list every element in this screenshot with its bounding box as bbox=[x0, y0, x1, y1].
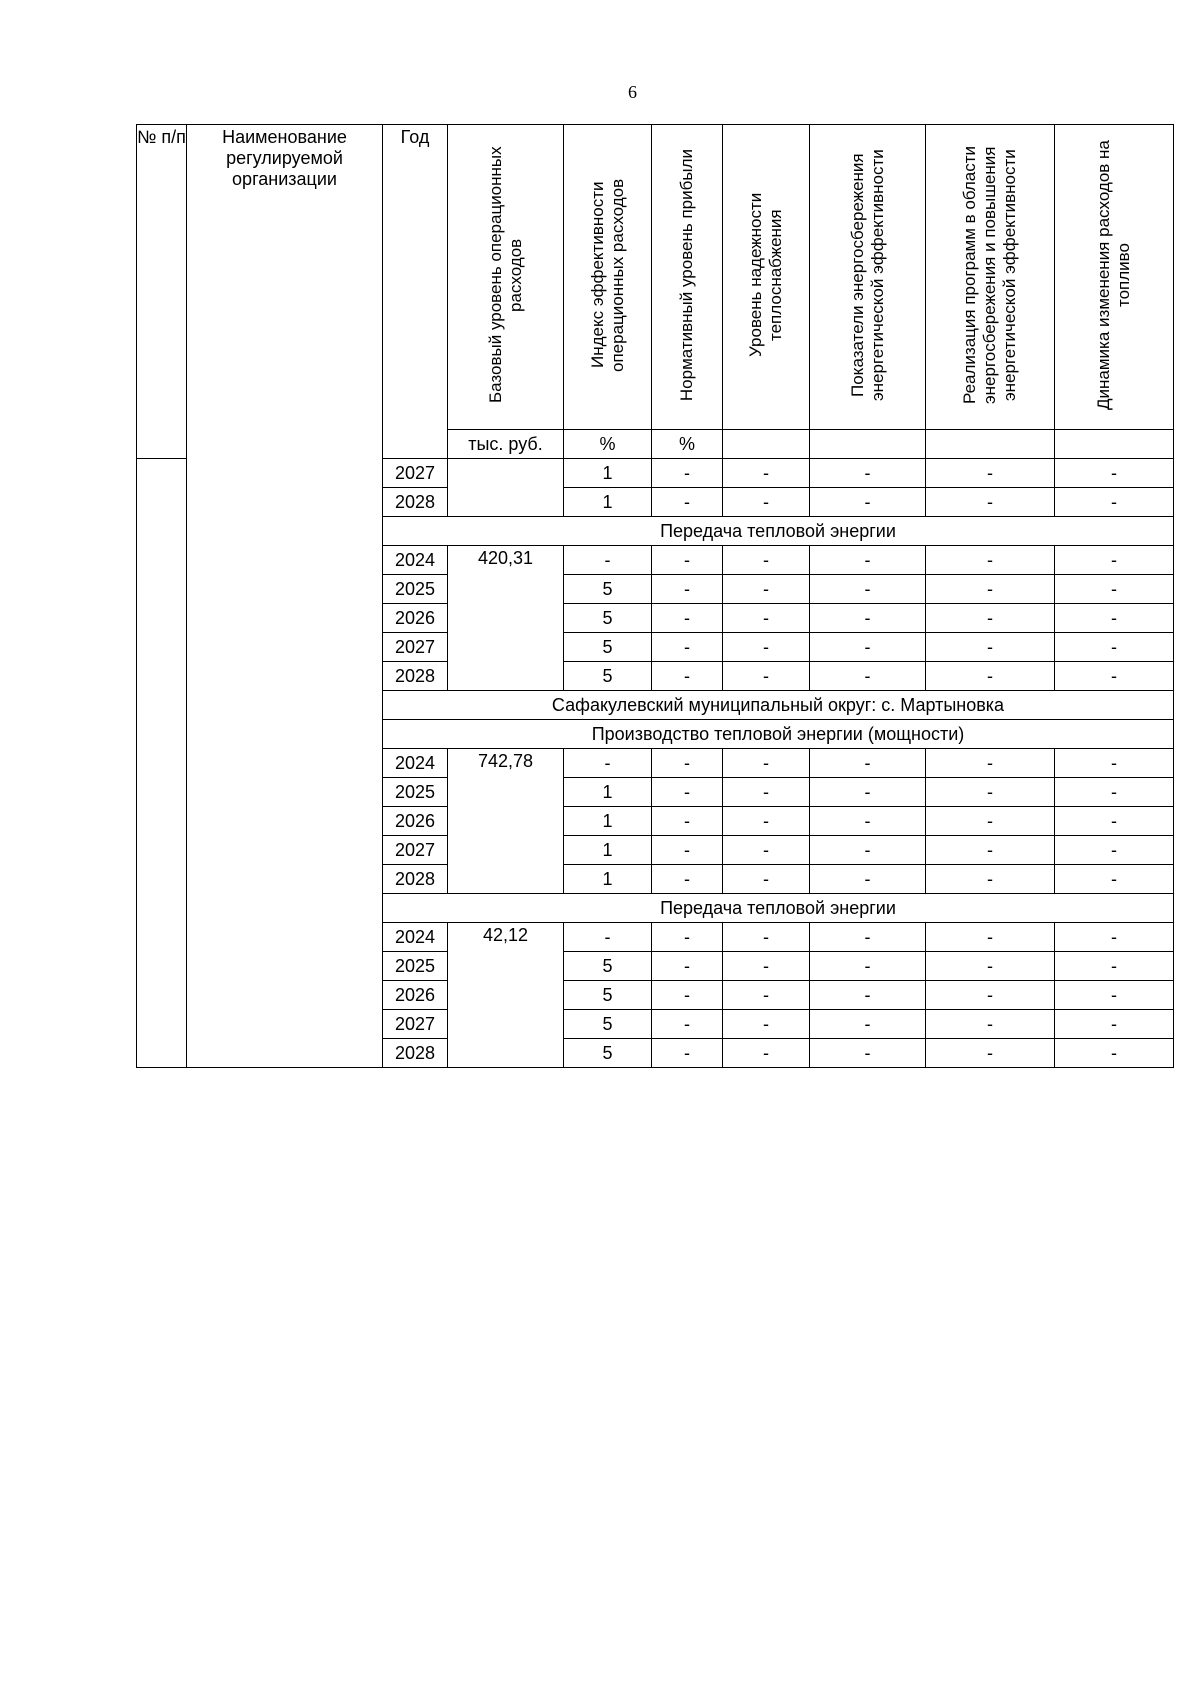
header-profit: Нормативный уровень прибыли bbox=[652, 125, 723, 430]
year-cell: 2027 bbox=[383, 633, 448, 662]
year-cell: 2028 bbox=[383, 488, 448, 517]
value-cell: - bbox=[564, 923, 652, 952]
header-num: № п/п bbox=[137, 125, 187, 459]
year-cell: 2024 bbox=[383, 749, 448, 778]
value-cell: 1 bbox=[564, 778, 652, 807]
year-cell: 2027 bbox=[383, 459, 448, 488]
value-cell: - bbox=[810, 778, 926, 807]
year-cell: 2025 bbox=[383, 952, 448, 981]
value-cell: - bbox=[810, 633, 926, 662]
value-cell: - bbox=[810, 865, 926, 894]
value-cell: - bbox=[1055, 952, 1174, 981]
value-cell: - bbox=[810, 459, 926, 488]
value-cell: - bbox=[652, 633, 723, 662]
value-cell: - bbox=[652, 459, 723, 488]
value-cell: - bbox=[652, 981, 723, 1010]
value-cell: - bbox=[926, 488, 1055, 517]
value-cell: 5 bbox=[564, 633, 652, 662]
value-cell: - bbox=[1055, 749, 1174, 778]
value-cell: - bbox=[926, 952, 1055, 981]
header-energy: Показатели энергосбережения энергетической эффективности bbox=[810, 125, 926, 430]
value-cell: - bbox=[723, 865, 810, 894]
value-cell: - bbox=[1055, 836, 1174, 865]
value-cell: - bbox=[926, 604, 1055, 633]
value-cell: 1 bbox=[564, 488, 652, 517]
value-cell: - bbox=[810, 546, 926, 575]
year-cell: 2024 bbox=[383, 923, 448, 952]
value-cell: - bbox=[652, 749, 723, 778]
value-cell: - bbox=[810, 575, 926, 604]
value-cell: 5 bbox=[564, 575, 652, 604]
value-cell: - bbox=[810, 981, 926, 1010]
value-cell: - bbox=[926, 546, 1055, 575]
value-cell: - bbox=[1055, 1010, 1174, 1039]
value-cell: - bbox=[926, 865, 1055, 894]
value-cell: - bbox=[926, 459, 1055, 488]
value-cell: - bbox=[723, 604, 810, 633]
value-cell: 5 bbox=[564, 952, 652, 981]
header-year: Год bbox=[383, 125, 448, 459]
value-cell: - bbox=[723, 749, 810, 778]
value-cell: - bbox=[723, 459, 810, 488]
value-cell: - bbox=[652, 1039, 723, 1068]
value-cell: - bbox=[1055, 488, 1174, 517]
value-cell: - bbox=[1055, 1039, 1174, 1068]
value-cell: - bbox=[723, 923, 810, 952]
value-cell: - bbox=[926, 778, 1055, 807]
header-fuel: Динамика изменения расходов на топливо bbox=[1055, 125, 1174, 430]
value-cell: - bbox=[723, 1010, 810, 1039]
section-title: Передача тепловой энергии bbox=[383, 894, 1174, 923]
year-cell: 2025 bbox=[383, 778, 448, 807]
value-cell: - bbox=[723, 981, 810, 1010]
value-cell: - bbox=[652, 546, 723, 575]
unit-empty bbox=[926, 430, 1055, 459]
value-cell: - bbox=[810, 836, 926, 865]
year-cell: 2026 bbox=[383, 604, 448, 633]
value-cell: - bbox=[723, 575, 810, 604]
value-cell: - bbox=[1055, 604, 1174, 633]
value-cell: - bbox=[723, 488, 810, 517]
unit-empty bbox=[723, 430, 810, 459]
value-cell: - bbox=[723, 778, 810, 807]
value-cell: - bbox=[926, 633, 1055, 662]
header-reliability: Уровень надежности теплоснабжения bbox=[723, 125, 810, 430]
value-cell: - bbox=[810, 749, 926, 778]
unit-profit: % bbox=[652, 430, 723, 459]
value-cell: - bbox=[926, 807, 1055, 836]
section-title: Производство тепловой энергии (мощности) bbox=[383, 720, 1174, 749]
unit-index: % bbox=[564, 430, 652, 459]
value-cell: - bbox=[1055, 865, 1174, 894]
unit-empty bbox=[810, 430, 926, 459]
value-cell: - bbox=[926, 836, 1055, 865]
value-cell: 1 bbox=[564, 865, 652, 894]
value-cell: - bbox=[564, 546, 652, 575]
value-cell: - bbox=[1055, 633, 1174, 662]
value-cell: - bbox=[926, 749, 1055, 778]
base-value: 420,31 bbox=[448, 546, 564, 691]
value-cell: - bbox=[1055, 778, 1174, 807]
value-cell: - bbox=[1055, 459, 1174, 488]
value-cell: - bbox=[564, 749, 652, 778]
value-cell: - bbox=[1055, 575, 1174, 604]
header-index: Индекс эффективности операционных расходов bbox=[564, 125, 652, 430]
value-cell: - bbox=[810, 952, 926, 981]
value-cell: - bbox=[652, 604, 723, 633]
num-cell bbox=[137, 459, 187, 1068]
value-cell: - bbox=[652, 865, 723, 894]
value-cell: - bbox=[926, 662, 1055, 691]
base-value: 742,78 bbox=[448, 749, 564, 894]
value-cell: 5 bbox=[564, 981, 652, 1010]
value-cell: - bbox=[810, 1039, 926, 1068]
value-cell: - bbox=[723, 662, 810, 691]
base-value: 42,12 bbox=[448, 923, 564, 1068]
year-cell: 2026 bbox=[383, 807, 448, 836]
value-cell: - bbox=[723, 807, 810, 836]
value-cell: - bbox=[652, 778, 723, 807]
value-cell: - bbox=[1055, 546, 1174, 575]
unit-base: тыс. руб. bbox=[448, 430, 564, 459]
header-org: Наименование регулируемой организации bbox=[187, 125, 383, 1068]
value-cell: 1 bbox=[564, 459, 652, 488]
value-cell: - bbox=[652, 952, 723, 981]
value-cell: - bbox=[926, 1039, 1055, 1068]
value-cell: - bbox=[926, 923, 1055, 952]
year-cell: 2026 bbox=[383, 981, 448, 1010]
year-cell: 2028 bbox=[383, 1039, 448, 1068]
value-cell: - bbox=[810, 923, 926, 952]
value-cell: - bbox=[652, 575, 723, 604]
value-cell: - bbox=[810, 662, 926, 691]
value-cell: 5 bbox=[564, 1010, 652, 1039]
year-cell: 2027 bbox=[383, 1010, 448, 1039]
section-title: Передача тепловой энергии bbox=[383, 517, 1174, 546]
value-cell: - bbox=[810, 807, 926, 836]
value-cell: - bbox=[810, 604, 926, 633]
value-cell: - bbox=[652, 923, 723, 952]
value-cell: - bbox=[723, 952, 810, 981]
base-cell bbox=[448, 459, 564, 517]
regulation-table bbox=[136, 124, 1174, 1068]
value-cell: - bbox=[652, 807, 723, 836]
header-base: Базовый уровень операционных расходов bbox=[448, 125, 564, 430]
value-cell: - bbox=[1055, 981, 1174, 1010]
value-cell: - bbox=[1055, 662, 1174, 691]
value-cell: - bbox=[723, 1039, 810, 1068]
header-row bbox=[137, 125, 1174, 430]
value-cell: - bbox=[652, 488, 723, 517]
value-cell: 1 bbox=[564, 836, 652, 865]
value-cell: 5 bbox=[564, 1039, 652, 1068]
value-cell: - bbox=[926, 575, 1055, 604]
value-cell: - bbox=[723, 836, 810, 865]
value-cell: - bbox=[926, 1010, 1055, 1039]
unit-empty bbox=[1055, 430, 1174, 459]
value-cell: - bbox=[652, 662, 723, 691]
value-cell: 5 bbox=[564, 662, 652, 691]
value-cell: - bbox=[810, 1010, 926, 1039]
value-cell: - bbox=[1055, 807, 1174, 836]
value-cell: - bbox=[810, 488, 926, 517]
value-cell: 5 bbox=[564, 604, 652, 633]
year-cell: 2027 bbox=[383, 836, 448, 865]
year-cell: 2028 bbox=[383, 662, 448, 691]
value-cell: - bbox=[723, 633, 810, 662]
value-cell: - bbox=[1055, 923, 1174, 952]
year-cell: 2028 bbox=[383, 865, 448, 894]
value-cell: - bbox=[652, 836, 723, 865]
municipality-title: Сафакулевский муниципальный округ: с. Мартыновка bbox=[383, 691, 1174, 720]
value-cell: - bbox=[652, 1010, 723, 1039]
value-cell: - bbox=[723, 546, 810, 575]
page-number: 6 bbox=[628, 82, 637, 102]
value-cell: - bbox=[926, 981, 1055, 1010]
value-cell: 1 bbox=[564, 807, 652, 836]
year-cell: 2024 bbox=[383, 546, 448, 575]
header-programs: Реализация программ в области энергосбережения и повышения энергетической эффективности bbox=[926, 125, 1055, 430]
year-cell: 2025 bbox=[383, 575, 448, 604]
